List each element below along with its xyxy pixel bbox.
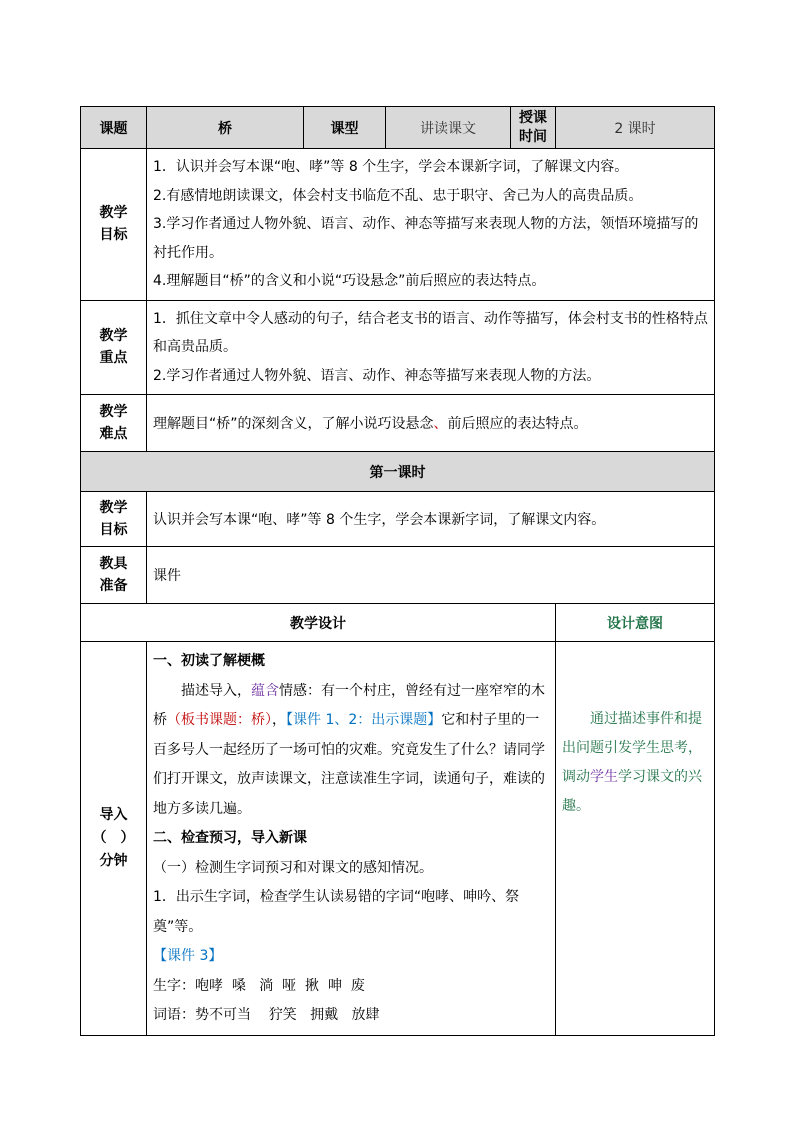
difficult-points-content xyxy=(147,395,715,452)
goals-label-line1: 教学 xyxy=(99,205,128,222)
check-preview-paragraph: （一）检测生字词预习和对课文的感知情况。 xyxy=(153,859,433,876)
goal-item-3: 3.学习作者通过人物外貌、语言、动作、神态等描写来表现人物的方法，领悟环境描写的衬托作用。 xyxy=(153,216,699,261)
goal-item-4: 4.理解题目“桥”的含义和小说“巧设悬念”前后照应的表达特点。 xyxy=(153,273,546,289)
intro-paragraph xyxy=(153,677,549,825)
difficult-separator: 、 xyxy=(433,416,448,432)
difficult-points-label xyxy=(81,395,147,452)
goals-row xyxy=(81,149,715,301)
design-intent-heading: 设计意图 xyxy=(556,604,715,642)
goals-content xyxy=(147,149,715,301)
key-points-label-line2: 重点 xyxy=(99,350,128,367)
intro-text-a: 描述导入， xyxy=(181,682,251,699)
goals-label xyxy=(81,149,147,301)
intent-text-a: 通过描述事件和提出问题引发学生思考，调动 xyxy=(562,711,702,785)
goal-item-1: 1．认识并会写本课“咆、哮”等 8 个生字，学会本课新字词，了解课文内容。 xyxy=(153,159,629,175)
teaching-tools-row xyxy=(81,547,715,604)
intro-text-g: 它和村子里的一百多号人一起经历了一场可怕的灾难。究竟发生了什么？请同学们打开课文，放声读课文，注意读准生字词，读通句子，难读的地方多读几遍。 xyxy=(153,712,545,817)
intro-label-line3: 分钟 xyxy=(99,852,128,869)
intro-highlight-word: 蕴含 xyxy=(251,682,279,699)
key-point-2: 2.学习作者通过人物外貌、语言、动作、神态等描写来表现人物的方法。 xyxy=(153,367,601,384)
key-points-label-line1: 教学 xyxy=(99,328,128,345)
teaching-tools-content: 课件 xyxy=(147,547,715,604)
teaching-design-heading: 教学设计 xyxy=(81,604,556,642)
key-points-row xyxy=(81,300,715,395)
courseware-note-1: 【课件 1、2：出示课题】 xyxy=(286,712,442,728)
header-row xyxy=(81,107,715,149)
lesson-one-goal-row xyxy=(81,492,715,547)
class-time-label-line1: 授课 xyxy=(519,109,547,126)
class-time-label xyxy=(511,107,556,149)
section-2-title: 二、检查预习，导入新课 xyxy=(153,830,307,846)
teaching-tools-label xyxy=(81,547,147,604)
difficult-text-a: 理解题目“桥”的深刻含义，了解小说巧设悬念 xyxy=(153,416,434,432)
key-points-label xyxy=(81,300,147,395)
teaching-tools-label-line1: 教具 xyxy=(99,556,128,572)
lesson-one-goal-label-line2: 目标 xyxy=(99,522,128,538)
new-words-instruction: 1．出示生字词，检查学生认读易错的字词“咆哮、呻吟、祭奠”等。 xyxy=(153,889,520,935)
intro-text-c: 情感：有一个村庄，曾经有过一座窄窄的木桥 xyxy=(153,682,545,728)
class-time-label-line2: 时间 xyxy=(519,128,547,145)
board-title-note: （板书课题：桥） xyxy=(167,712,272,728)
design-header-row xyxy=(81,604,715,642)
intent-highlight-word: 学生 xyxy=(590,769,618,785)
difficult-points-label-line2: 难点 xyxy=(99,426,128,442)
design-intent-content xyxy=(556,642,715,1036)
lesson-type-label: 课型 xyxy=(304,107,386,149)
topic-value: 桥 xyxy=(147,107,304,149)
section-1-title: 一、初读了解梗概 xyxy=(153,653,265,669)
goal-item-2: 2.有感情地朗读课文，体会村支书临危不乱、忠于职守、舍己为人的高贵品质。 xyxy=(153,187,643,204)
lesson-one-title: 第一课时 xyxy=(81,452,715,492)
topic-label: 课题 xyxy=(81,107,147,149)
courseware-note-3: 【课件 3】 xyxy=(153,948,223,964)
intro-comma: ， xyxy=(272,712,286,728)
difficult-points-row xyxy=(81,395,715,452)
lesson-one-band xyxy=(81,452,715,492)
class-time-value: 2 课时 xyxy=(556,107,715,149)
key-point-1: 1．抓住文章中令人感动的句子，结合老支书的语言、动作等描写，体会村支书的性格特点和高贵品质。 xyxy=(153,310,708,355)
lesson-one-goal-label-line1: 教学 xyxy=(99,500,128,516)
lesson-one-goal-content: 认识并会写本课“咆、哮”等 8 个生字，学会本课新字词，了解课文内容。 xyxy=(147,492,715,547)
teaching-tools-label-line2: 准备 xyxy=(99,578,128,594)
intro-label-line2: （ ） xyxy=(92,829,135,846)
lesson-plan-table xyxy=(80,106,715,1036)
key-points-content xyxy=(147,300,715,395)
intro-time-label xyxy=(81,642,147,1036)
intro-label-line1: 导入 xyxy=(99,806,128,823)
difficult-points-label-line1: 教学 xyxy=(99,404,128,420)
design-body-row xyxy=(81,642,715,1036)
design-content xyxy=(147,642,556,1036)
goals-label-line2: 目标 xyxy=(99,227,128,244)
lesson-one-goal-label xyxy=(81,492,147,547)
difficult-text-b: 前后照应的表达特点。 xyxy=(447,416,588,432)
lesson-type-value: 讲读课文 xyxy=(386,107,511,149)
intent-text-c: 学习课文的兴趣。 xyxy=(562,769,702,814)
vocabulary-line: 词语：势不可当 狞笑 拥戴 放肆 xyxy=(153,1007,380,1023)
new-characters-line: 生字：咆哮 嗓 淌 哑 揪 呻 废 xyxy=(153,977,365,994)
